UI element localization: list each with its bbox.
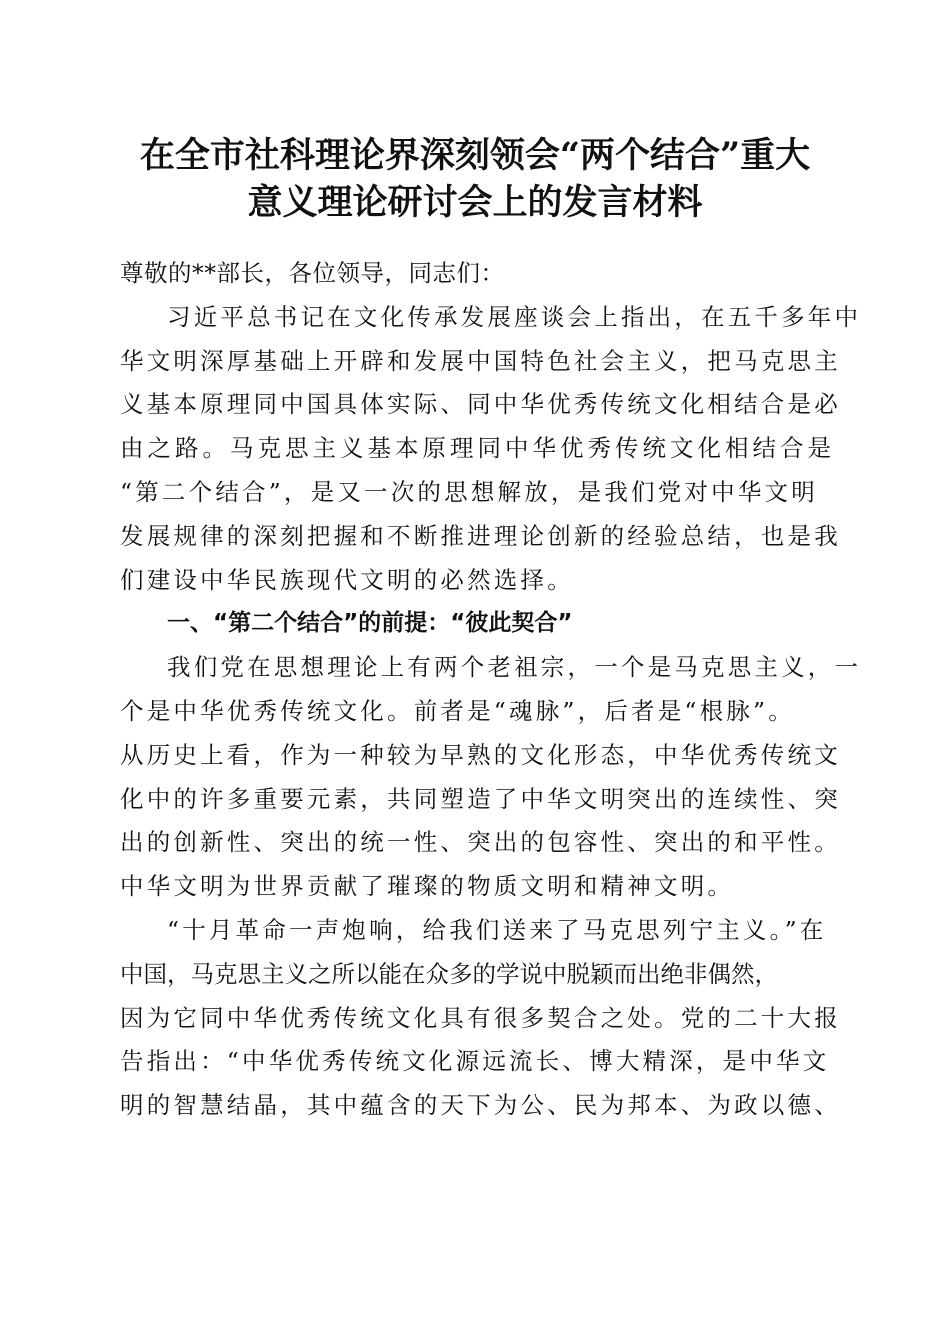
title-line: 意义理论研讨会上的发言材料 [247,182,703,223]
salutation: 尊敬的**部长，各位领导，同志们： [120,259,505,287]
paragraph-2 [120,646,862,909]
paragraph-line: 华文明深厚基础上开辟和发展中国特色社会主义，把马克思主 [120,346,841,375]
paragraph-line: 个是中华优秀传统文化。前者是“魂脉”，后者是“根脉”。 [120,696,795,725]
section-heading: 一、“第二个结合”的前提：“彼此契合” [167,610,573,637]
paragraph-line: 告指出：“中华优秀传统文化源远流长、博大精深，是中华文 [120,1047,830,1076]
paragraph-line: 化中的许多重要元素，共同塑造了中华文明突出的连续性、突 [120,784,841,813]
title-line: 在全市社科理论界深刻领会“两个结合”重大 [139,135,811,176]
paragraph-line: 由之路。马克思主义基本原理同中华优秀传统文化相结合是 [120,434,835,463]
paragraph-line: “第二个结合”，是又一次的思想解放，是我们党对中华文明 [120,477,818,506]
document-title [110,132,840,226]
paragraph-line: 中国，马克思主义之所以能在众多的学说中脱颖而出绝非偶然， [120,959,778,988]
paragraph-line: 中华文明为世界贡献了璀璨的物质文明和精神文明。 [120,872,735,901]
paragraph-line: 发展规律的深刻把握和不断推进理论创新的经验总结，也是我 [120,521,841,550]
paragraph-line: 出的创新性、突出的统一性、突出的包容性、突出的和平性。 [120,828,841,857]
paragraph-line: “十月革命一声炮响，给我们送来了马克思列宁主义。”在 [167,915,827,944]
paragraph-line: 义基本原理同中国具体实际、同中华优秀传统文化相结合是必 [120,390,841,419]
document-body [120,252,862,1128]
paragraph-line: 们建设中华民族现代文明的必然选择。 [120,565,574,594]
paragraph-line: 因为它同中华优秀传统文化具有很多契合之处。党的二十大报 [120,1003,841,1032]
paragraph-line: 习近平总书记在文化传承发展座谈会上指出，在五千多年中 [167,302,862,331]
paragraph-line: 明的智慧结晶，其中蕴含的天下为公、民为邦本、为政以德、 [120,1091,841,1120]
paragraph-line: 我们党在思想理论上有两个老祖宗，一个是马克思主义，一 [167,653,862,682]
paragraph-line: 从历史上看，作为一种较为早熟的文化形态，中华优秀传统文 [120,740,841,769]
paragraph-3 [120,909,841,1128]
paragraph-1 [120,296,862,603]
